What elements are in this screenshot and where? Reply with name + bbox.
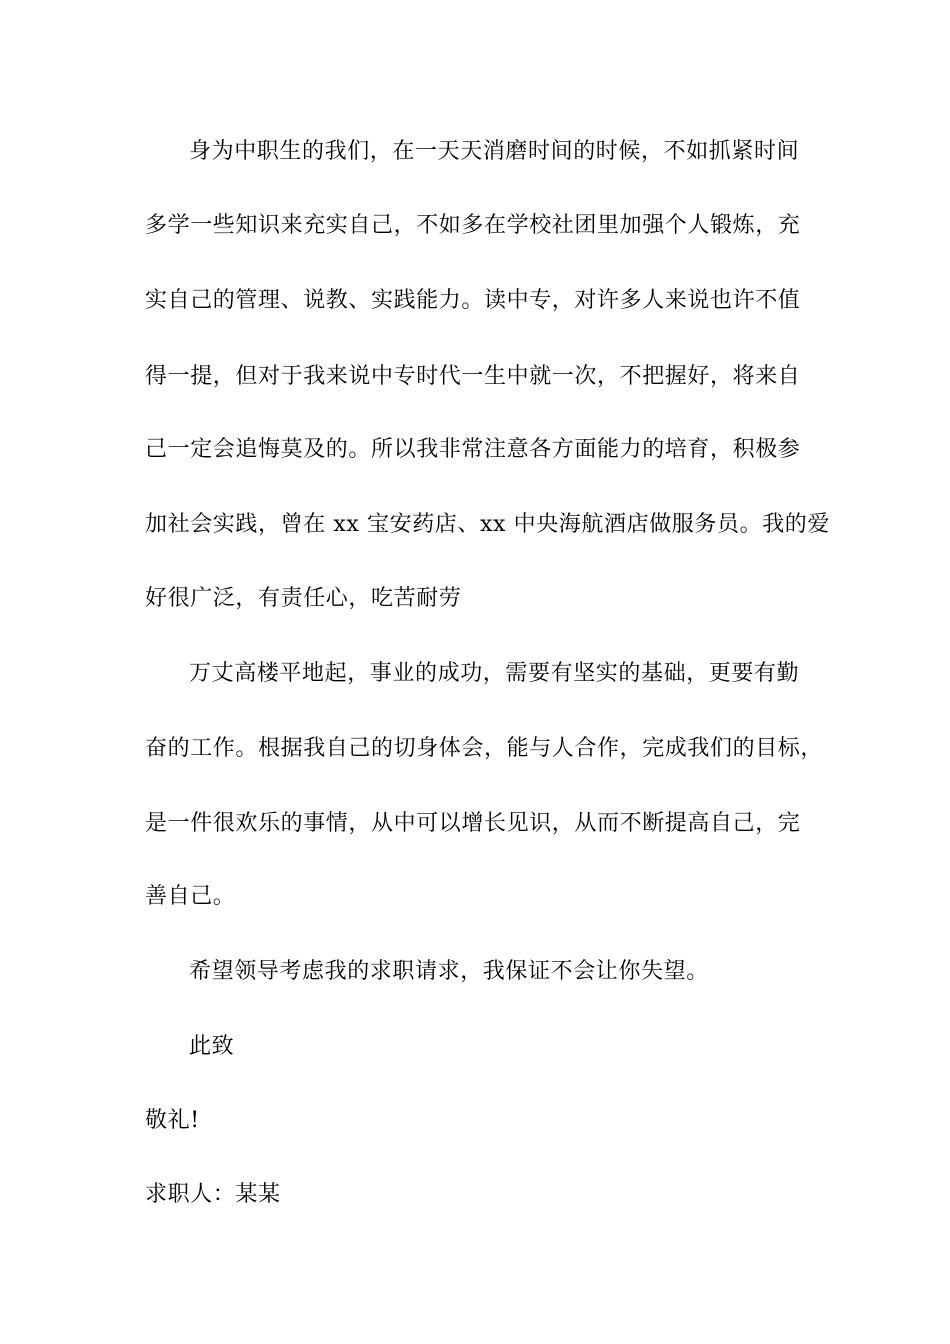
paragraph-1-line-3: 实自己的管理、说教、实践能力。读中专，对许多人来说也许不值 [145, 288, 801, 313]
paragraph-1-line-7: 好很广泛，有责任心，吃苦耐劳 [145, 586, 462, 611]
paragraph-1-line-5: 己一定会追悔莫及的。所以我非常注意各方面能力的培育，积极参 [145, 437, 801, 462]
paragraph-2-line-2: 奋的工作。根据我自己的切身体会，能与人合作，完成我们的目标， [145, 736, 824, 761]
closing-request: 希望领导考虑我的求职请求，我保证不会让你失望。 [189, 959, 709, 984]
paragraph-1-line-2: 多学一些知识来充实自己，不如多在学校社团里加强个人锻炼，充 [145, 213, 801, 238]
closing-regards: 敬礼! [145, 1108, 200, 1133]
paragraph-2-line-1: 万丈高楼平地起，事业的成功，需要有坚实的基础，更要有勤 [189, 661, 800, 686]
paragraph-1-line-1: 身为中职生的我们，在一天天消磨时间的时候，不如抓紧时间 [189, 139, 800, 164]
closing-salutation: 此致 [189, 1034, 235, 1059]
paragraph-1-line-4: 得一提，但对于我来说中专时代一生中就一次，不把握好，将来自 [145, 364, 801, 389]
paragraph-2-line-3: 是一件很欢乐的事情，从中可以增长见识，从而不断提高自己，完 [145, 811, 801, 836]
paragraph-1-line-6: 加社会实践，曾在 xx 宝安药店、xx 中央海航酒店做服务员。我的爱 [145, 512, 831, 537]
paragraph-2-line-4: 善自己。 [145, 884, 236, 909]
applicant-signature: 求职人：某某 [145, 1182, 281, 1207]
